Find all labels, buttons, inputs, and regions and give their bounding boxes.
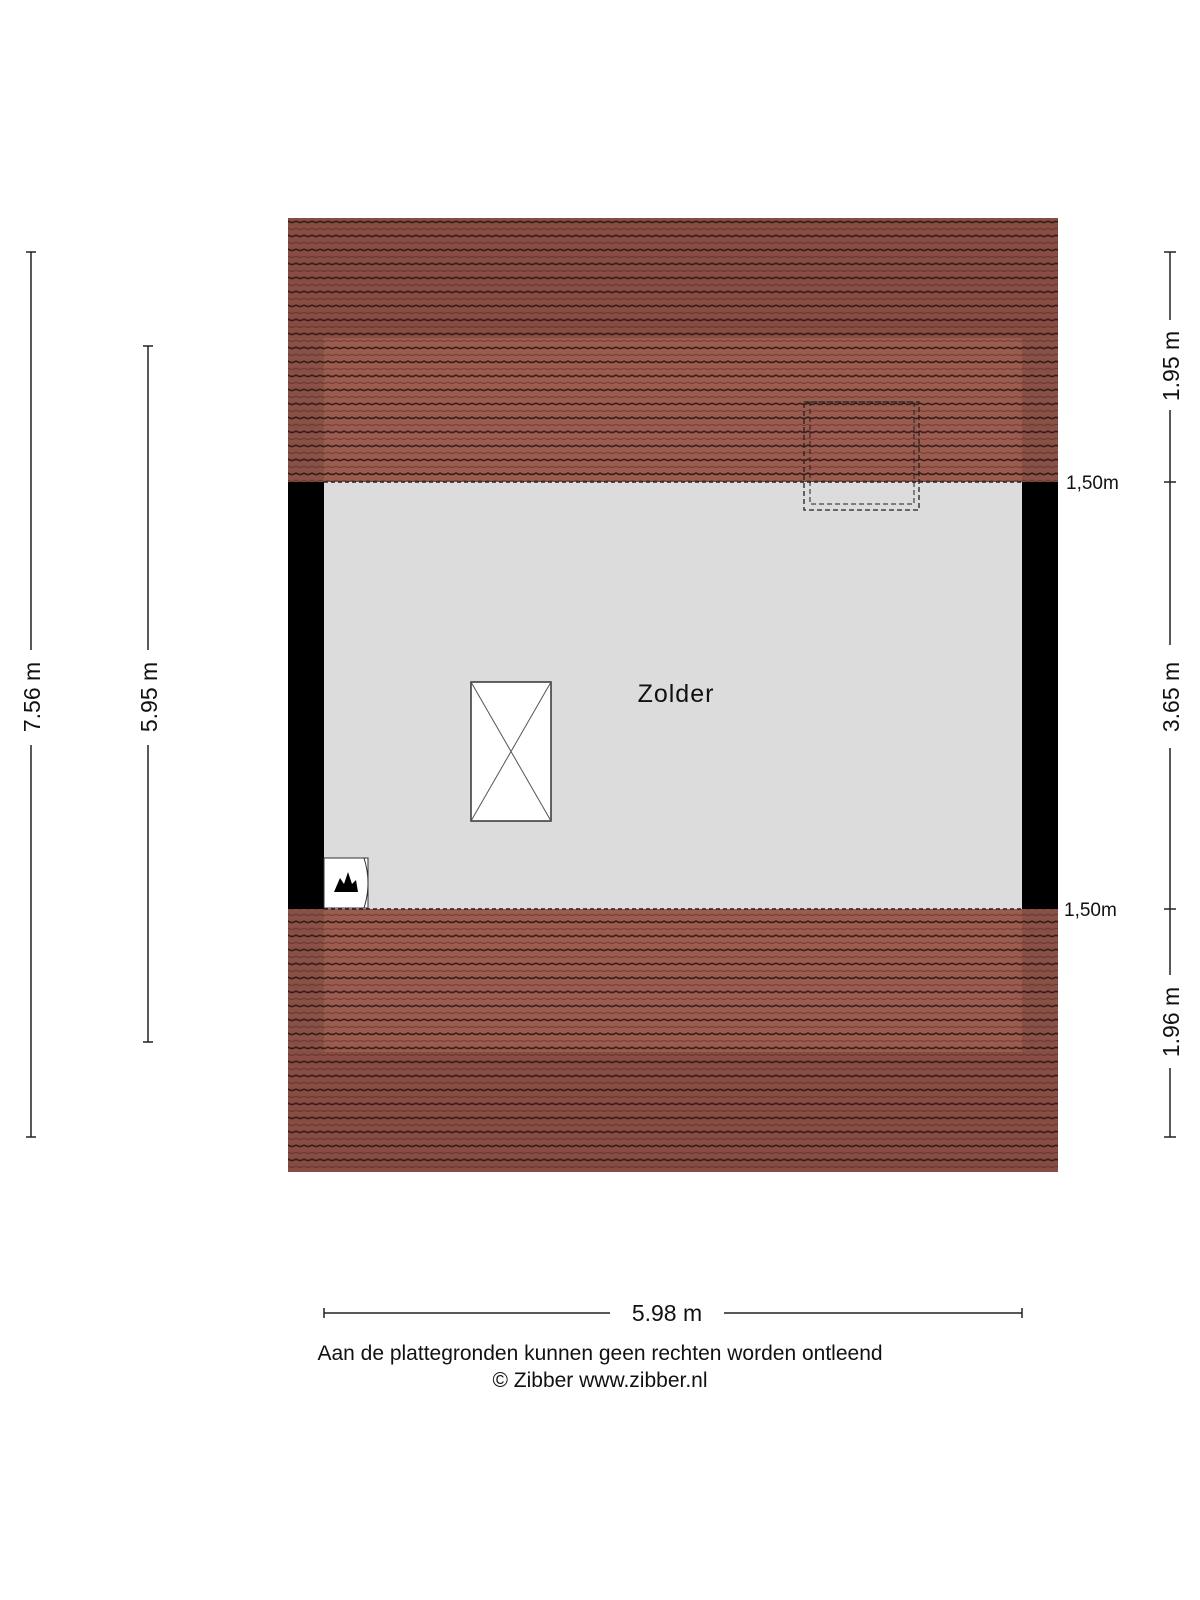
wall-left <box>288 482 324 909</box>
height-marker-top: 1,50m <box>1066 473 1119 494</box>
dimension-right-top-label: 1.95 m <box>1158 330 1184 402</box>
wall-right <box>1022 482 1058 909</box>
dimension-right-bottom-label: 1.96 m <box>1158 986 1184 1058</box>
dimension-left-outer <box>19 252 45 1137</box>
copyright-text: © Zibber www.zibber.nl <box>492 1369 708 1392</box>
roof-rim-top <box>288 218 1058 338</box>
room-label: Zolder <box>637 680 715 708</box>
dimension-left-inner-label: 5.95 m <box>136 661 162 733</box>
dimension-bottom-label: 5.98 m <box>631 1300 703 1326</box>
disclaimer-text: Aan de plattegronden kunnen geen rechten worden ontleend <box>317 1342 883 1365</box>
roof-rim-bottom <box>288 1052 1058 1172</box>
attic-hatch-icon <box>471 682 551 821</box>
dimension-right-middle-label: 3.65 m <box>1158 661 1184 733</box>
dimension-left-outer-label: 7.56 m <box>19 661 45 733</box>
height-marker-bottom: 1,50m <box>1064 900 1117 921</box>
dimension-bottom <box>324 1300 1022 1326</box>
flame-icon <box>324 858 368 908</box>
dimension-left-inner <box>136 346 162 1042</box>
dimension-right-chain <box>1158 252 1184 1137</box>
